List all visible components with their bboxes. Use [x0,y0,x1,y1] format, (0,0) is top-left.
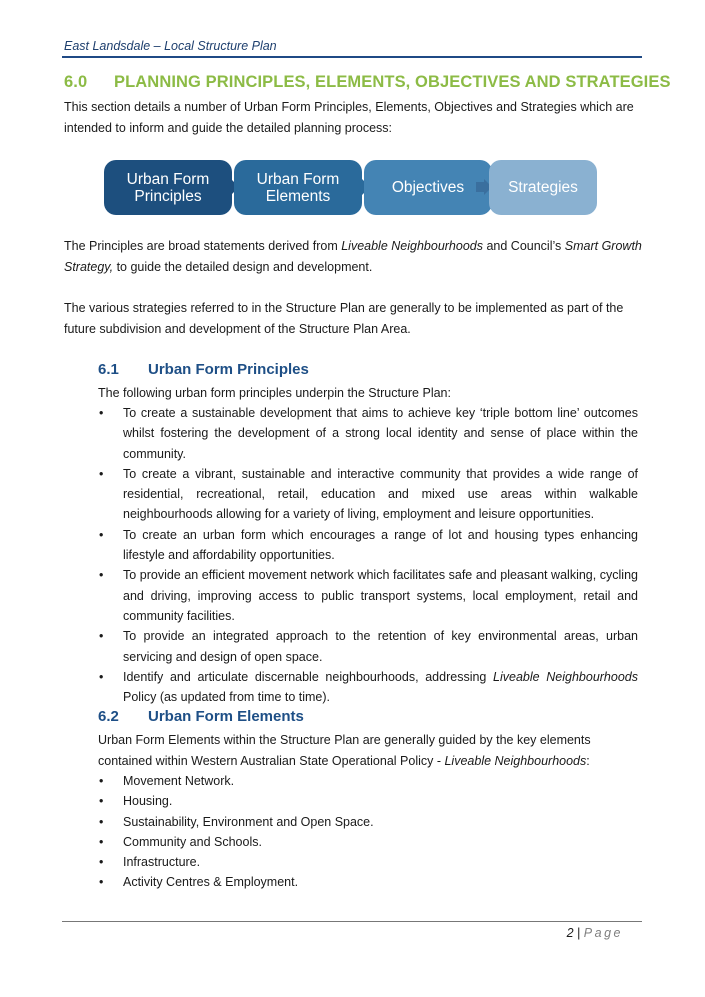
text-run: : [586,753,590,768]
list-item-text: To create an urban form which encourages a range of lot and housing types enhancing lifestyle and affordability opportunities. [123,527,638,563]
section-number: 6.0 [64,73,88,91]
section-heading [64,73,671,92]
bullet-icon: • [99,855,104,870]
bullet-icon: • [99,466,104,481]
planning-flow-diagram [104,160,600,216]
list-item-text: To provide an integrated approach to the retention of key environmental areas, urban servicing and design of open space. [123,629,638,664]
running-header: East Landsdale – Local Structure Plan [64,39,277,53]
flow-step-elements [234,160,362,215]
bullet-icon: • [99,527,104,542]
list-item-text: Movement Network. [123,774,235,788]
list-item [98,771,638,791]
flow-step-principles [104,160,232,215]
list-item-text: To create a vibrant, sustainable and interactive community that provides a wide range of residential, recreational, retail, education and mixed use areas within walkable neighbourhoods allowing for a variety of living, employment and leisure opportunities. [123,466,638,522]
footer-separator: | [577,926,581,940]
subsection-number: 6.2 [98,708,119,725]
elements-list [98,771,638,893]
list-item [98,464,638,525]
page-number: 2 [566,926,574,940]
elements-lead [98,730,638,771]
bullet-icon: • [99,568,104,583]
flow-step-objectives [364,160,492,215]
flow-step-strategies [489,160,597,215]
list-item-text: Sustainability, Environment and Open Space. [123,814,374,829]
list-item-text: To create a sustainable development that aims to achieve key ‘triple bottom line’ outcomes whilst fostering the development of a strong local identity and sense of place within the community. [123,406,638,461]
text-run: and Council’s [483,239,565,253]
text-run-italic: Smart Growth Strategy, [64,239,642,274]
principles-list [98,403,638,707]
flow-step-label: Urban Form [256,170,340,188]
bullet-icon: • [99,794,104,809]
list-item-text: Housing. [123,794,173,809]
list-item-text: Activity Centres & Employment. [123,875,299,890]
list-item [98,852,638,872]
list-item-text: To provide an efficient movement network which facilitates safe and pleasant walking, cycling and driving, improving access to public transport systems, local employment, retail and community facilities. [123,568,638,623]
text-run: Policy (as updated from time to time). [123,690,331,705]
flow-step-label: Elements [265,187,331,205]
bullet-icon: • [99,629,104,644]
flow-step-label: Objectives [391,179,465,196]
subsection-heading-6-1 [98,361,309,378]
list-item [98,872,638,892]
subsection-heading-6-2 [98,708,304,725]
page-word: Page [583,926,623,940]
flow-step-label: Principles [134,187,202,205]
bullet-icon: • [99,669,104,684]
page-footer [567,926,623,940]
bullet-icon: • [99,774,104,788]
list-item [98,812,638,832]
text-run-italic: Liveable Neighbourhoods [341,239,483,253]
subsection-title: Urban Form Elements [148,708,304,725]
principles-paragraph [64,236,642,277]
text-run-italic: Liveable Neighbourhoods [444,753,587,768]
text-run: Identify and articulate discernable neighbourhoods, addressing [123,669,494,684]
section-title: PLANNING PRINCIPLES, ELEMENTS, OBJECTIVES AND STRATEGIES [114,73,671,91]
list-item [98,832,638,852]
list-item [98,667,638,708]
list-item-text: Community and Schools. [123,834,262,849]
list-item [98,565,638,626]
subsection-title: Urban Form Principles [148,361,309,378]
bullet-icon: • [99,406,104,420]
bullet-icon: • [99,875,104,890]
bullet-icon: • [99,814,104,829]
flow-step-label: Urban Form [126,170,210,188]
list-item [98,626,638,667]
subsection-number: 6.1 [98,361,119,378]
strategies-paragraph: The various strategies referred to in the Structure Plan are generally to be implemented as part of the future subdivision and development of the Structure Plan Area. [64,301,624,336]
flow-step-label: Strategies [508,179,578,196]
text-run: to guide the detailed design and development. [113,259,373,274]
text-run: Urban Form Elements within the Structure Plan are generally guided by the key elements contained within Western Australian State Operational Policy - [98,733,591,768]
bullet-icon: • [99,834,104,849]
footer-rule [62,921,642,922]
list-item [98,525,638,566]
principles-lead: The following urban form principles underpin the Structure Plan: [98,386,451,400]
text-run: The Principles are broad statements derived from [64,239,342,253]
section-intro: This section details a number of Urban Form Principles, Elements, Objectives and Strategies which are intended to inform and guide the detailed planning process: [64,100,634,135]
list-item-text: Infrastructure. [123,855,201,870]
list-item [98,403,638,464]
header-rule [62,56,642,58]
text-run-italic: Liveable Neighbourhoods [493,669,638,684]
list-item [98,791,638,811]
